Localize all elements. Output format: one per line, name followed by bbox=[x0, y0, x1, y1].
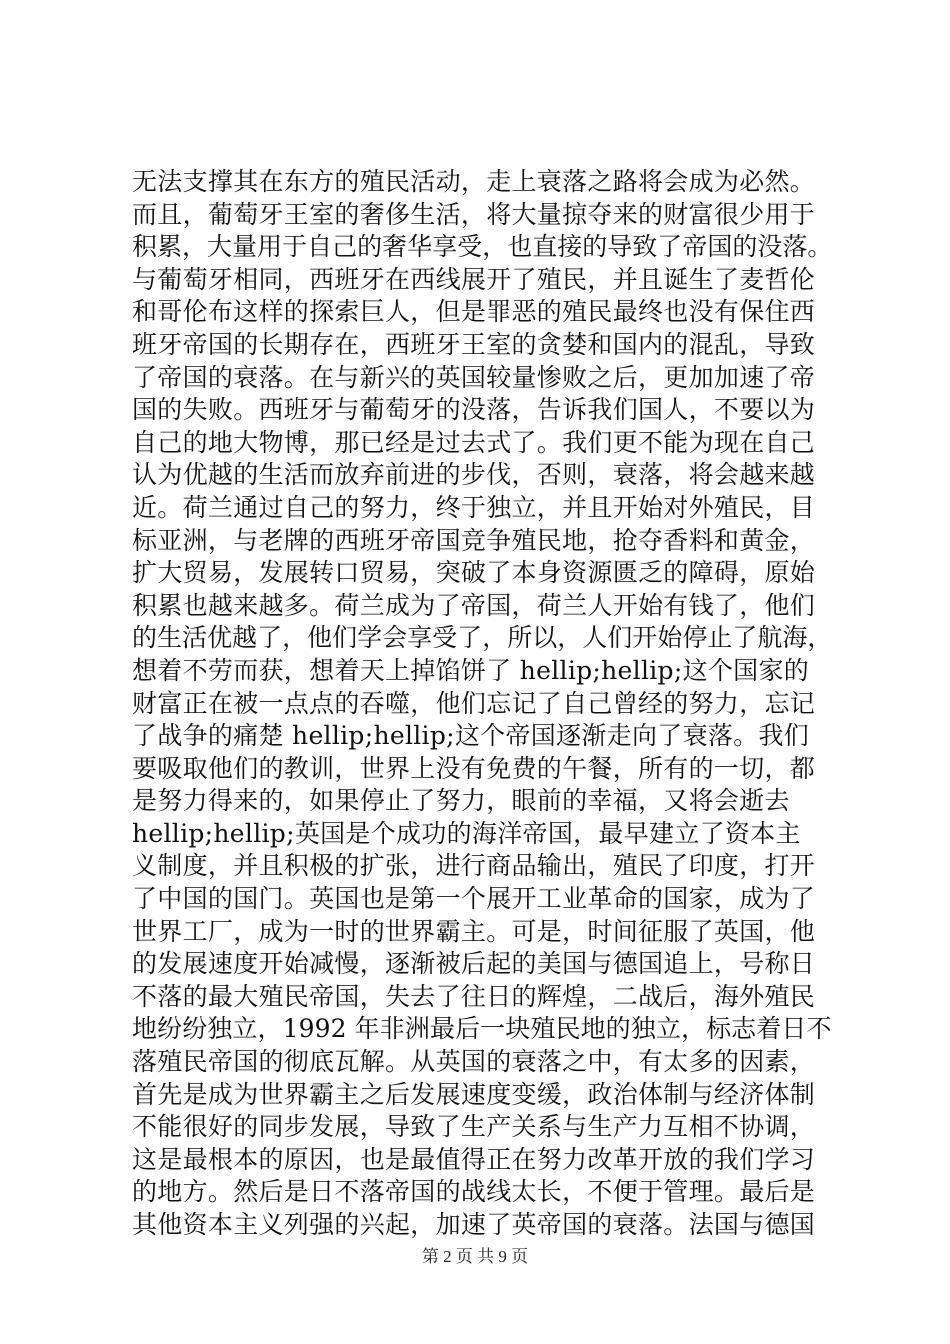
text-line: 扩大贸易，发展转口贸易，突破了本身资源匮乏的障碍，原始 bbox=[132, 558, 816, 588]
text-line: 其他资本主义列强的兴起，加速了英帝国的衰落。法国与德国 bbox=[132, 1210, 816, 1239]
text-line: 世界工厂，成为一时的世界霸主。可是，时间征服了英国，他 bbox=[132, 916, 816, 946]
text-line: 和哥伦布这样的探索巨人，但是罪恶的殖民最终也没有保住西 bbox=[132, 297, 816, 327]
text-line: 想着不劳而获，想着天上掉馅饼了 hellip;hellip;这个国家的 bbox=[132, 655, 810, 685]
text-line: 与葡萄牙相同，西班牙在西线展开了殖民，并且诞生了麦哲伦 bbox=[132, 264, 816, 294]
text-line: 了中国的国门。英国也是第一个展开工业革命的国家，成为了 bbox=[132, 884, 816, 914]
text-line: 义制度，并且积极的扩张，进行商品输出，殖民了印度，打开 bbox=[132, 851, 816, 881]
body-text bbox=[132, 166, 832, 1242]
text-line: 首先是成为世界霸主之后发展速度变缓，政治体制与经济体制 bbox=[132, 1079, 816, 1109]
text-line: 自己的地大物博，那已经是过去式了。我们更不能为现在自己 bbox=[132, 427, 816, 457]
text-line: 落殖民帝国的彻底瓦解。从英国的衰落之中，有太多的因素， bbox=[132, 1047, 816, 1077]
text-line: 地纷纷独立，1992 年非洲最后一块殖民地的独立，标志着日不 bbox=[132, 1014, 832, 1044]
text-line: 了战争的痛楚 hellip;hellip;这个帝国逐渐走向了衰落。我们 bbox=[132, 721, 810, 751]
text-line: 积累，大量用于自己的奢华享受，也直接的导致了帝国的没落。 bbox=[132, 232, 833, 262]
text-line: 班牙帝国的长期存在，西班牙王室的贪婪和国内的混乱，导致 bbox=[132, 329, 816, 359]
text-line: 不能很好的同步发展，导致了生产关系与生产力互相不协调， bbox=[132, 1112, 816, 1142]
text-line: hellip;hellip;英国是个成功的海洋帝国，最早建立了资本主 bbox=[132, 818, 801, 848]
text-line: 要吸取他们的教训，世界上没有免费的午餐，所有的一切，都 bbox=[132, 753, 816, 783]
text-line: 这是最根本的原因，也是最值得正在努力改革开放的我们学习 bbox=[132, 1144, 816, 1174]
text-line: 的发展速度开始减慢，逐渐被后起的美国与德国追上，号称日 bbox=[132, 949, 816, 979]
text-line: 财富正在被一点点的吞噬，他们忘记了自己曾经的努力，忘记 bbox=[132, 688, 816, 718]
text-line: 积累也越来越多。荷兰成为了帝国，荷兰人开始有钱了，他们 bbox=[132, 590, 816, 620]
text-line: 的地方。然后是日不落帝国的战线太长，不便于管理。最后是 bbox=[132, 1177, 816, 1207]
text-line: 是努力得来的，如果停止了努力，眼前的幸福，又将会逝去 bbox=[132, 786, 790, 816]
text-line: 认为优越的生活而放弃前进的步伐，否则，衰落，将会越来越 bbox=[132, 460, 816, 490]
text-line: 国的失败。西班牙与葡萄牙的没落，告诉我们国人，不要以为 bbox=[132, 395, 816, 425]
text-line: 了帝国的衰落。在与新兴的英国较量惨败之后，更加加速了帝 bbox=[132, 362, 816, 392]
text-line: 近。荷兰通过自己的努力，终于独立，并且开始对外殖民，目 bbox=[132, 492, 816, 522]
text-line: 标亚洲，与老牌的西班牙帝国竞争殖民地，抢夺香料和黄金， bbox=[132, 525, 816, 555]
text-line: 而且，葡萄牙王室的奢侈生活，将大量掠夺来的财富很少用于 bbox=[132, 199, 816, 229]
text-line: 的生活优越了，他们学会享受了，所以，人们开始停止了航海， bbox=[132, 623, 833, 653]
text-line: 无法支撑其在东方的殖民活动，走上衰落之路将会成为必然。 bbox=[132, 167, 816, 196]
text-line: 不落的最大殖民帝国，失去了往日的辉煌，二战后，海外殖民 bbox=[132, 981, 816, 1011]
page-footer: 第 2 页 共 9 页 bbox=[421, 1247, 529, 1266]
